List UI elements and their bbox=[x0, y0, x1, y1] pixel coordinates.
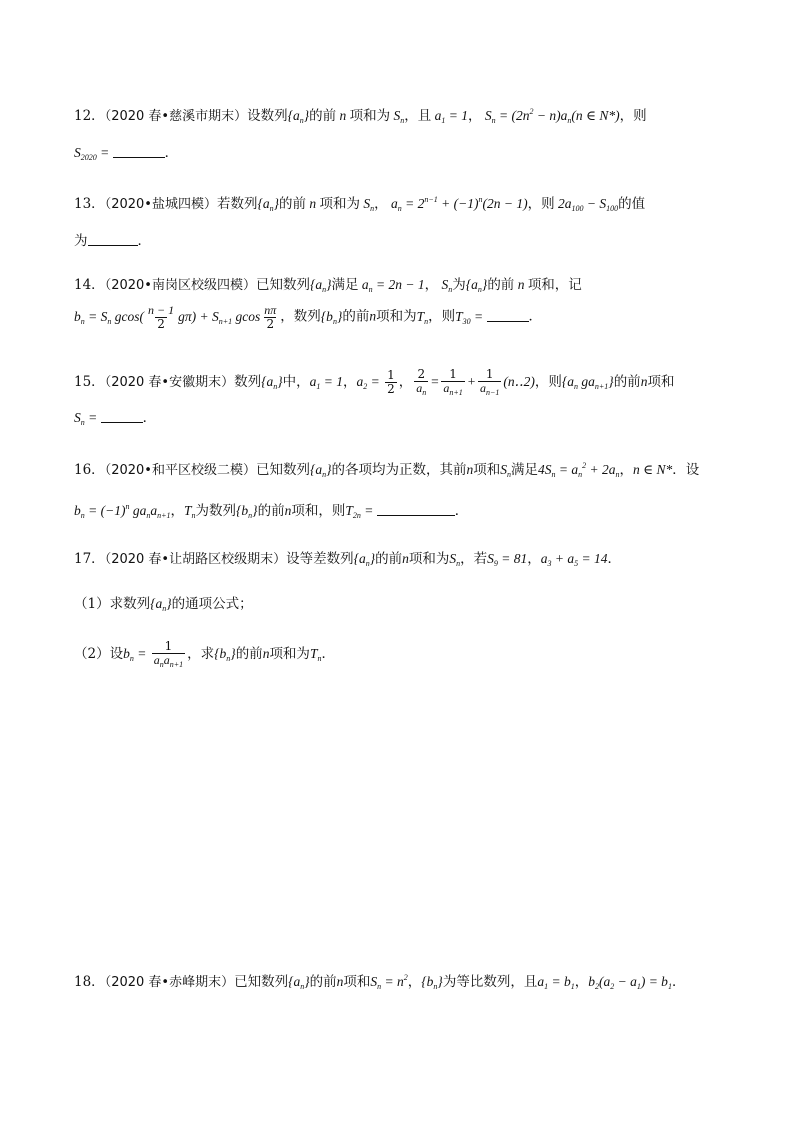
answer-blank[interactable] bbox=[487, 309, 529, 322]
problem-source: （2020 春•赤峰期末） bbox=[104, 975, 235, 990]
problem-14-line-2: $b_n = S_n$ gcos( $\frac{n - 1}{2}$ $g\pi) + S_{n+1}$ gcos $\frac{n\pi}{2}$ ，数列$\{b_n\}$的前n项和为$T_n$，则$T_{30}$ = ． bbox=[74, 303, 542, 331]
problem-source: （2020 春•让胡路区校级期末） bbox=[104, 552, 287, 567]
problem-13-line-1: 13．（2020•盐城四模）若数列$\{a_n\}$的前 n 项和为 $S_n$， $a_n = 2^{n-1} + (-1)^n(2n - 1)$，则 $2a_{100} - S_{100}$的值 bbox=[74, 195, 646, 213]
problem-number: 16． bbox=[74, 462, 105, 478]
problem-16-line-1: 16．（2020•和平区校级二模）已知数列$\{a_n\}$的各项均为正数，其前n项和$S_n$满足$4S_n = a_n^2 + 2a_n$，n ∈ N*．设 bbox=[74, 461, 700, 479]
problem-12-line-1: 12．（2020 春•慈溪市期末）设数列$\{a_n\}$的前 n 项和为 $S_n$，且 $a_1 = 1$， $S_n = (2n^2 - n)a_n(n$ ∈ N*)，则 bbox=[74, 107, 647, 125]
problem-source: （2020•和平区校级二模） bbox=[104, 463, 256, 478]
problem-number: 13． bbox=[74, 196, 105, 212]
problem-source: （2020•南岗区校级四模） bbox=[104, 278, 256, 293]
problem-source: （2020•盐城四模） bbox=[104, 197, 217, 212]
problem-source: （2020 春•安徽期末） bbox=[104, 374, 235, 390]
problem-13-line-2: 为 ． bbox=[74, 233, 151, 249]
problem-17-part-2: （2）设$b_n$ = $\frac{1}{a_na_{n+1}}$ ，求$\{b_n\}$的前n项和为$T_n$． bbox=[74, 639, 335, 669]
problem-number: 12． bbox=[74, 108, 105, 124]
problem-12-line-2: $S_{2020}$ = ． bbox=[74, 145, 179, 162]
problem-number: 14． bbox=[74, 277, 105, 293]
answer-blank[interactable] bbox=[101, 410, 143, 423]
problem-number: 17． bbox=[74, 551, 105, 567]
problem-number: 18． bbox=[74, 974, 105, 990]
answer-blank[interactable] bbox=[377, 503, 455, 516]
answer-blank[interactable] bbox=[113, 145, 165, 158]
problem-16-line-2: $b_n = (-1)^n$ $ga_na_{n+1}$，$T_n$为数列$\{b_n\}$的前n项和，则$T_{2n}$ = ． bbox=[74, 502, 469, 520]
problem-15-line-1: 15．（2020 春•安徽期末）数列$\{a_n\}$中，$a_1 = 1$，$a_2$ = $\frac{1}{2}$ ， $\frac{2}{a_n}$ = $\frac{1}{a_{n+1}}$ + $\frac{1}{a_{n-1}}$ (n‥2)，则{$a_n$ $ga_{n+1}$}的前n项和 bbox=[74, 367, 675, 397]
problem-17-line-1: 17．（2020 春•让胡路区校级期末）设等差数列$\{a_n\}$的前n项和为$S_n$，若$S_9 = 81$，$a_3 + a_5 = 14$． bbox=[74, 551, 622, 568]
problem-17-part-1: （1）求数列$\{a_n\}$的通项公式； bbox=[74, 596, 253, 613]
problem-number: 15． bbox=[74, 373, 105, 390]
problem-source: （2020 春•慈溪市期末） bbox=[104, 109, 248, 124]
answer-blank[interactable] bbox=[88, 233, 138, 246]
problem-18-line-1: 18．（2020 春•赤峰期末）已知数列$\{a_n\}$的前n项和$S_n = n^2$，$\{b_n\}$为等比数列，且$a_1 = b_1$，$b_2(a_2 - a_1) = b_1$． bbox=[74, 973, 686, 991]
problem-15-line-2: $S_n$ = ． bbox=[74, 410, 157, 427]
problem-14-line-1: 14．（2020•南岗区校级四模）已知数列$\{a_n\}$满足 $a_n = 2n - 1$， $S_n$为$\{a_n\}$的前 n 项和，记 bbox=[74, 277, 582, 294]
